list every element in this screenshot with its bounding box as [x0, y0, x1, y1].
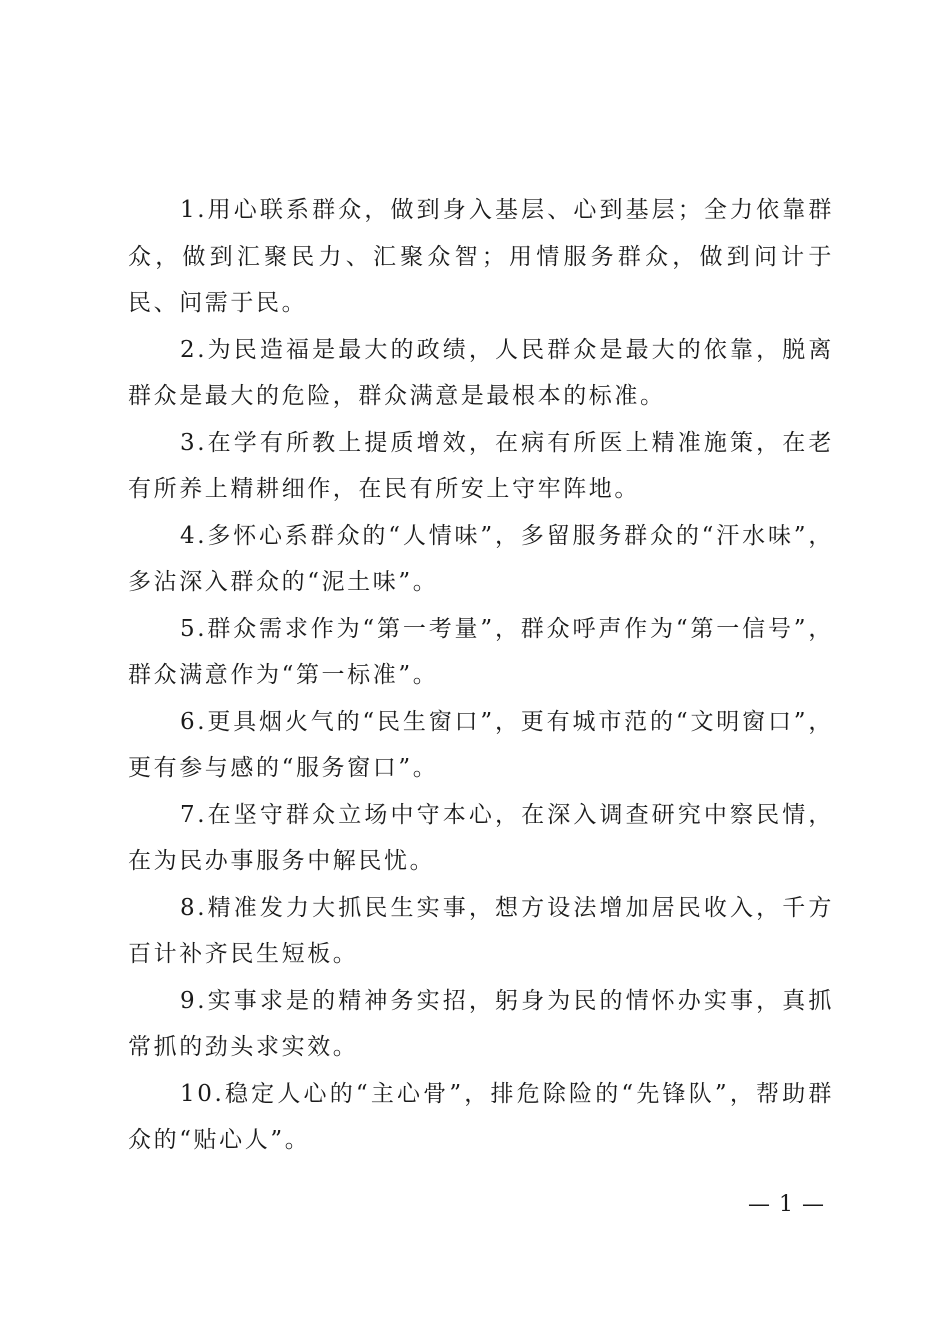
document-body	[128, 187, 834, 1164]
paragraph-4: 4.多怀心系群众的“人情味”，多留服务群众的“汗水味”，多沾深入群众的“泥土味”。	[128, 522, 834, 595]
paragraph-6: 6.更具烟火气的“民生窗口”，更有城市范的“文明窗口”，更有参与感的“服务窗口”。	[128, 708, 834, 781]
paragraph-2: 2.为民造福是最大的政绩，人民群众是最大的依靠，脱离群众是最大的危险，群众满意是最根本的标准。	[128, 336, 834, 409]
paragraph-3: 3.在学有所教上提质增效，在病有所医上精准施策，在老有所养上精耕细作，在民有所安上守牢阵地。	[128, 429, 834, 502]
paragraph-7: 7.在坚守群众立场中守本心，在深入调查研究中察民情，在为民办事服务中解民忧。	[128, 801, 834, 874]
paragraph-9: 9.实事求是的精神务实招，躬身为民的情怀办实事，真抓常抓的劲头求实效。	[128, 987, 834, 1060]
paragraph-5: 5.群众需求作为“第一考量”，群众呼声作为“第一信号”，群众满意作为“第一标准”。	[128, 615, 834, 688]
paragraph-1: 1.用心联系群众，做到身入基层、心到基层；全力依靠群众，做到汇聚民力、汇聚众智；用情服务群众，做到问计于民、问需于民。	[128, 197, 834, 316]
paragraph-10: 10.稳定人心的“主心骨”，排危除险的“先锋队”，帮助群众的“贴心人”。	[128, 1080, 834, 1153]
paragraph-8: 8.精准发力大抓民生实事，想方设法增加居民收入，千方百计补齐民生短板。	[128, 894, 834, 967]
page-number: — 1 —	[748, 1192, 825, 1217]
